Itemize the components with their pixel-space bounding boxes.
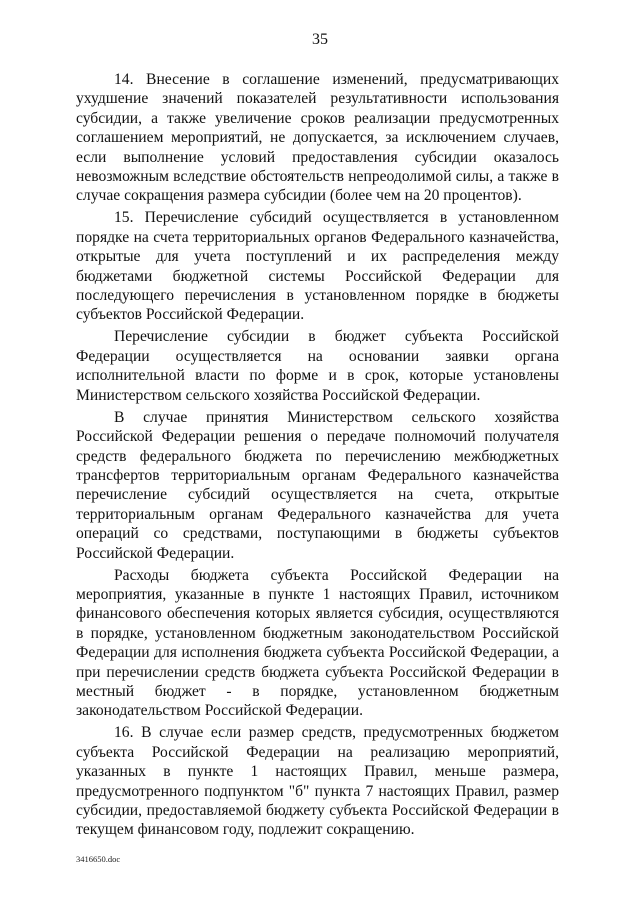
paragraph-delegation: В случае принятия Министерством сельского хозяйства Российской Федерации решения о передаче полномочий получателя средств федерального бюджета по перечислению межбюджетных трансфертов территориальным органам Федерального казначейства перечисление субсидий осуществляется на счета, открытые территориальным органам Федерального казначейства для учета операций со средствами, поступающими в бюджеты субъектов Российской Федерации. bbox=[76, 408, 559, 562]
paragraph-15: 15. Перечисление субсидий осуществляется в установленном порядке на счета территориальных органов Федерального казначейства, открытые для учета поступлений и их распределения между бюджетами бюджетной системы Российской Федерации для последующего перечисления в установленном порядке в бюджеты субъектов Российской Федерации. bbox=[76, 209, 559, 324]
document-footer-filename: 3416650.doc bbox=[76, 854, 121, 864]
paragraph-16: 16. В случае если размер средств, предусмотренных бюджетом субъекта Российской Федерации на реализацию мероприятий, указанных в пункте 1 настоящих Правил, меньше размера, предусмотренного подпунктом "б" пункта 7 настоящих Правил, размер субсидии, предоставляемой бюджету субъекта Российской Федерации в текущем финансовом году, подлежит сокращению. bbox=[76, 724, 559, 839]
document-body bbox=[76, 70, 559, 842]
paragraph-subsidy-transfer: Перечисление субсидии в бюджет субъекта Российской Федерации осуществляется на основании заявки органа исполнительной власти по форме и в срок, которые установлены Министерством сельского хозяйства Российской Федерации. bbox=[76, 328, 559, 404]
paragraph-14: 14. Внесение в соглашение изменений, предусматривающих ухудшение значений показателей результативности использования субсидии, а также увеличение сроков реализации предусмотренных соглашением мероприятий, не допускается, за исключением случаев, если выполнение условий предоставления субсидии оказалось невозможным вследствие обстоятельств непреодолимой силы, а также в случае сокращения размера субсидии (более чем на 20 процентов). bbox=[76, 71, 559, 205]
paragraph-expenses: Расходы бюджета субъекта Российской Федерации на мероприятия, указанные в пункте 1 настоящих Правил, источником финансового обеспечения которых является субсидия, осуществляются в порядке, установленном бюджетным законодательством Российской Федерации для исполнения бюджета субъекта Российской Федерации, а при перечислении средств бюджета субъекта Российской Федерации в местный бюджет - в порядке, установленном бюджетным законодательством Российской Федерации. bbox=[76, 566, 559, 720]
page-number: 35 bbox=[312, 31, 328, 48]
